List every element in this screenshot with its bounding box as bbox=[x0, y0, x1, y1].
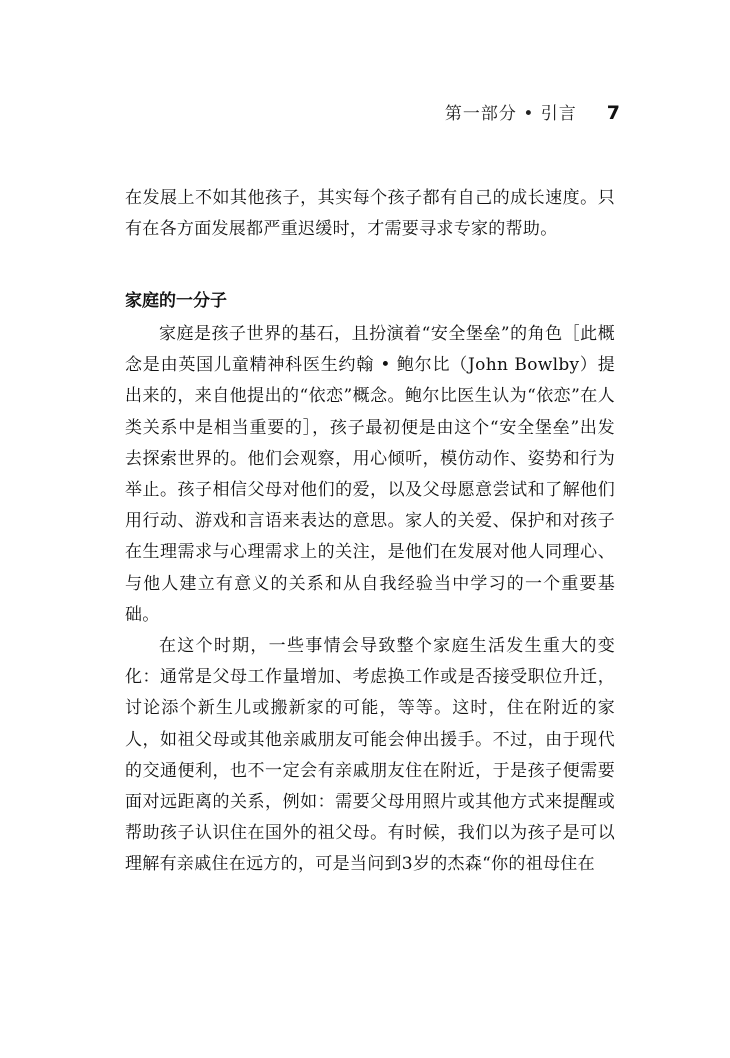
section-body bbox=[125, 319, 615, 881]
section-heading: 家庭的一分子 bbox=[125, 291, 227, 311]
body-paragraph: 家庭是孩子世界的基石，且扮演着“安全堡垒”的角色［此概念是由英国儿童精神科医生约翰 • 鲍尔比（John Bowlby）提出来的，来自他提出的“依恋”概念。鲍尔比医生认为“依恋”在人类关系中是相当重要的］，孩子最初便是由这个“安全堡垒”出发去探索世界的。他们会观察，用心倾听，模仿动作、姿势和行为举止。孩子相信父母对他们的爱，以及父母愿意尝试和了解他们用行动、游戏和言语来表达的意思。家人的关爱、保护和对孩子在生理需求与心理需求上的关注，是他们在发展对他人同理心、与他人建立有意义的关系和从自我经验当中学习的一个重要基础。 bbox=[125, 324, 615, 625]
continued-paragraph-block bbox=[125, 183, 615, 245]
page-number: 7 bbox=[606, 102, 620, 124]
continued-paragraph: 在发展上不如其他孩子，其实每个孩子都有自己的成长速度。只有在各方面发展都严重迟缓时，才需要寻求专家的帮助。 bbox=[125, 188, 615, 240]
running-header bbox=[445, 99, 620, 124]
body-paragraph: 在这个时期，一些事情会导致整个家庭生活发生重大的变化：通常是父母工作量增加、考虑换工作或是否接受职位升迁，讨论添个新生儿或搬新家的可能，等等。这时，住在附近的家人，如祖父母或其他亲戚朋友可能会伸出援手。不过，由于现代的交通便利，也不一定会有亲戚朋友住在附近，于是孩子便需要面对远距离的关系，例如：需要父母用照片或其他方式来提醒或帮助孩子认识住在国外的祖父母。有时候，我们以为孩子是可以理解有亲戚住在远方的，可是当问到3岁的杰森“你的祖母住在 bbox=[125, 636, 615, 875]
running-header-section-title: 第一部分 • 引言 bbox=[444, 104, 577, 124]
